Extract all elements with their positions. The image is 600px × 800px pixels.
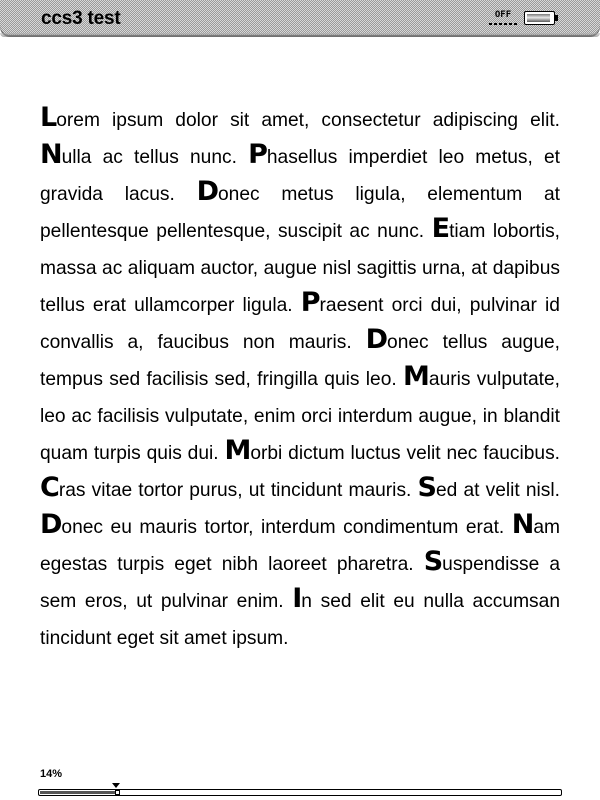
sentence-text: raesent orci dui, pulvinar id convallis a, faucibus non mauris. [40, 295, 560, 353]
progress-bar-fill [40, 791, 116, 794]
sentence-initial-capital: N [511, 509, 534, 540]
sentence-text: ed at velit nisl. [435, 480, 560, 501]
sentence-text: onec tellus augue, tempus sed facilisis sed, fringilla quis leo. [40, 332, 560, 390]
sentence-text: ras vitae tortor purus, ut tincidunt mauris. [58, 480, 418, 501]
progress-percent-label: 14% [40, 768, 63, 780]
sentence-initial-capital: P [300, 287, 320, 318]
sentence-text: onec eu mauris tortor, interdum condimentum erat. [61, 517, 512, 538]
sentence-text: orem ipsum dolor sit amet, consectetur adipiscing elit. [56, 110, 560, 131]
sentence-initial-capital: D [40, 509, 62, 540]
sentence-initial-capital: I [292, 583, 302, 614]
wireless-signal-dashes [489, 23, 517, 25]
sentence-text: am egestas turpis eget nibh laoreet pharetra. [40, 517, 560, 575]
sentence-text: uspendisse a sem eros, ut pulvinar enim. [40, 554, 560, 612]
page-paragraph [40, 102, 560, 657]
current-position-marker-icon [112, 783, 120, 788]
sentence-text: onec metus ligula, elementum at pellentesque pellentesque, suscipit ac nunc. [40, 184, 560, 242]
sentence-initial-capital: S [417, 472, 436, 503]
status-bar [0, 0, 600, 37]
sentence-initial-capital: P [248, 139, 267, 170]
battery-level-fill [527, 14, 550, 22]
sentence-initial-capital: N [40, 139, 62, 170]
sentence-text: hasellus imperdiet leo metus, et gravida lacus. [40, 147, 561, 205]
battery-body [524, 11, 555, 25]
sentence-initial-capital: E [431, 213, 450, 244]
sentence-initial-capital: C [40, 472, 59, 503]
wireless-status-label: OFF [494, 10, 512, 20]
progress-bar-thumb[interactable] [115, 790, 120, 795]
book-title: ccs3 test [41, 8, 121, 29]
wireless-off-icon [489, 10, 517, 28]
reading-progress-bar[interactable] [38, 789, 562, 796]
battery-icon [524, 11, 555, 25]
sentence-initial-capital: L [40, 102, 57, 133]
sentence-text: auris vulputate, leo ac facilisis vulputate, enim orci interdum augue, in blandit quam turpis quis dui. [40, 369, 561, 464]
sentence-initial-capital: M [224, 435, 251, 466]
sentence-text: tiam lobortis, massa ac aliquam auctor, augue nisl sagittis urna, at dapibus tellus erat ullamcorper ligula. [40, 221, 561, 316]
sentence-text: n sed elit eu nulla accumsan tincidunt eget sit amet ipsum. [40, 591, 560, 649]
sentence-text: ulla ac tellus nunc. [61, 147, 249, 168]
reading-page[interactable] [40, 102, 560, 657]
sentence-initial-capital: M [403, 361, 429, 392]
sentence-initial-capital: D [365, 324, 388, 355]
sentence-initial-capital: D [196, 176, 219, 207]
sentence-text: orbi dictum luctus velit nec faucibus. [250, 443, 561, 464]
battery-tip [555, 15, 558, 21]
sentence-initial-capital: S [423, 546, 443, 577]
